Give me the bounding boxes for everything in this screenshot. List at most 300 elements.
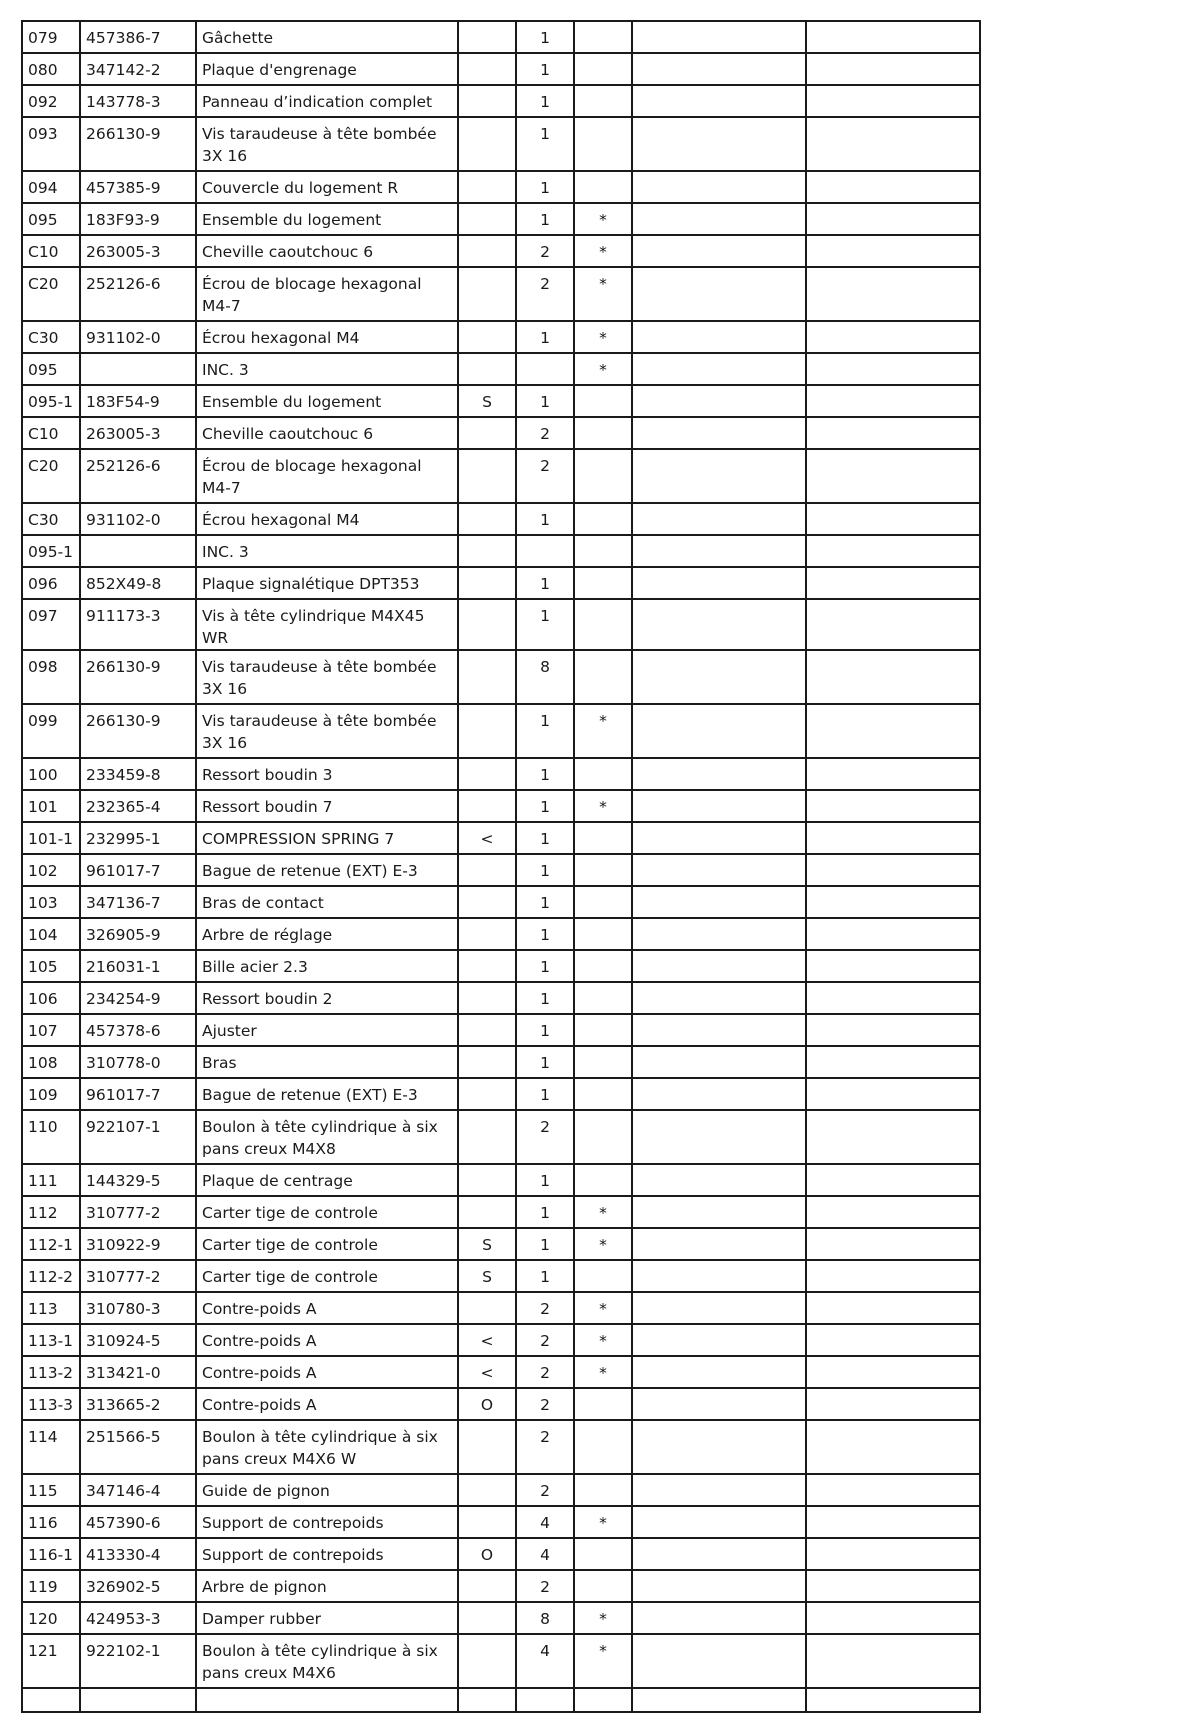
blank-cell (632, 85, 806, 117)
change-code-cell: O (458, 1388, 516, 1420)
table-row (22, 1688, 980, 1712)
table-row (22, 267, 980, 321)
part-number-cell: 457385-9 (80, 171, 196, 203)
part-number-cell: 347136-7 (80, 886, 196, 918)
quantity-cell (516, 535, 574, 567)
part-number-cell: 183F93-9 (80, 203, 196, 235)
note-mark-cell (574, 417, 632, 449)
quantity-cell (516, 1688, 574, 1712)
table-row (22, 1602, 980, 1634)
item-number-cell: 097 (22, 599, 80, 650)
note-mark-cell: * (574, 267, 632, 321)
blank-cell (632, 1324, 806, 1356)
note-mark-cell (574, 982, 632, 1014)
item-number-cell: 095-1 (22, 535, 80, 567)
part-number-cell: 931102-0 (80, 321, 196, 353)
description-cell: Arbre de réglage (196, 918, 458, 950)
table-row (22, 235, 980, 267)
quantity-cell: 1 (516, 171, 574, 203)
quantity-cell: 1 (516, 599, 574, 650)
note-mark-cell (574, 1420, 632, 1474)
table-row (22, 353, 980, 385)
note-mark-cell: * (574, 790, 632, 822)
blank-cell (632, 1356, 806, 1388)
table-row (22, 758, 980, 790)
quantity-cell: 2 (516, 1420, 574, 1474)
quantity-cell: 1 (516, 1260, 574, 1292)
blank-cell (632, 1474, 806, 1506)
description-cell: Support de contrepoids (196, 1538, 458, 1570)
note-mark-cell (574, 758, 632, 790)
quantity-cell: 1 (516, 790, 574, 822)
description-cell: Ressort boudin 7 (196, 790, 458, 822)
blank-cell (632, 704, 806, 758)
note-mark-cell: * (574, 321, 632, 353)
description-cell: Vis taraudeuse à tête bombée 3X 16 (196, 650, 458, 704)
item-number-cell: 114 (22, 1420, 80, 1474)
quantity-cell: 1 (516, 1164, 574, 1196)
description-cell: Écrou hexagonal M4 (196, 503, 458, 535)
blank-cell (806, 503, 980, 535)
item-number-cell: 099 (22, 704, 80, 758)
item-number-cell: 111 (22, 1164, 80, 1196)
item-number-cell: 095 (22, 353, 80, 385)
parts-list-body (22, 21, 980, 1712)
table-row (22, 704, 980, 758)
quantity-cell: 1 (516, 85, 574, 117)
quantity-cell: 2 (516, 235, 574, 267)
blank-cell (806, 1506, 980, 1538)
note-mark-cell (574, 567, 632, 599)
quantity-cell: 4 (516, 1634, 574, 1688)
blank-cell (806, 203, 980, 235)
description-cell: Boulon à tête cylindrique à six pans creux M4X6 (196, 1634, 458, 1688)
quantity-cell: 1 (516, 567, 574, 599)
item-number-cell: 119 (22, 1570, 80, 1602)
change-code-cell (458, 171, 516, 203)
part-number-cell: 326902-5 (80, 1570, 196, 1602)
blank-cell (632, 599, 806, 650)
table-row (22, 449, 980, 503)
change-code-cell (458, 1078, 516, 1110)
note-mark-cell: * (574, 1324, 632, 1356)
quantity-cell: 2 (516, 1474, 574, 1506)
table-row (22, 1228, 980, 1260)
part-number-cell (80, 535, 196, 567)
quantity-cell: 1 (516, 321, 574, 353)
blank-cell (806, 353, 980, 385)
blank-cell (806, 267, 980, 321)
part-number-cell: 266130-9 (80, 650, 196, 704)
description-cell: Contre-poids A (196, 1292, 458, 1324)
note-mark-cell (574, 385, 632, 417)
description-cell: Carter tige de controle (196, 1196, 458, 1228)
item-number-cell: 094 (22, 171, 80, 203)
note-mark-cell (574, 918, 632, 950)
part-number-cell: 457378-6 (80, 1014, 196, 1046)
description-cell: Bras de contact (196, 886, 458, 918)
change-code-cell (458, 950, 516, 982)
table-row (22, 950, 980, 982)
table-row (22, 21, 980, 53)
change-code-cell (458, 267, 516, 321)
blank-cell (806, 1538, 980, 1570)
blank-cell (806, 599, 980, 650)
note-mark-cell (574, 171, 632, 203)
part-number-cell: 233459-8 (80, 758, 196, 790)
part-number-cell: 263005-3 (80, 235, 196, 267)
change-code-cell (458, 1570, 516, 1602)
table-row (22, 918, 980, 950)
blank-cell (632, 758, 806, 790)
item-number-cell: C30 (22, 503, 80, 535)
description-cell: Damper rubber (196, 1602, 458, 1634)
note-mark-cell (574, 950, 632, 982)
quantity-cell (516, 353, 574, 385)
part-number-cell: 310778-0 (80, 1046, 196, 1078)
description-cell: Support de contrepoids (196, 1506, 458, 1538)
change-code-cell: S (458, 385, 516, 417)
blank-cell (632, 1602, 806, 1634)
blank-cell (806, 704, 980, 758)
item-number-cell: 101 (22, 790, 80, 822)
item-number-cell: 107 (22, 1014, 80, 1046)
part-number-cell: 931102-0 (80, 503, 196, 535)
note-mark-cell (574, 1014, 632, 1046)
blank-cell (632, 535, 806, 567)
description-cell: Panneau d’indication complet (196, 85, 458, 117)
item-number-cell: 113-3 (22, 1388, 80, 1420)
quantity-cell: 2 (516, 449, 574, 503)
blank-cell (632, 567, 806, 599)
table-row (22, 1260, 980, 1292)
change-code-cell (458, 117, 516, 171)
quantity-cell: 1 (516, 1078, 574, 1110)
table-row (22, 1078, 980, 1110)
item-number-cell: 095-1 (22, 385, 80, 417)
change-code-cell (458, 353, 516, 385)
item-number-cell: C10 (22, 417, 80, 449)
blank-cell (806, 1324, 980, 1356)
table-row (22, 1196, 980, 1228)
blank-cell (806, 117, 980, 171)
quantity-cell: 8 (516, 650, 574, 704)
description-cell: Couvercle du logement R (196, 171, 458, 203)
item-number-cell: 102 (22, 854, 80, 886)
blank-cell (806, 1634, 980, 1688)
item-number-cell: 079 (22, 21, 80, 53)
blank-cell (632, 203, 806, 235)
quantity-cell: 2 (516, 417, 574, 449)
quantity-cell: 1 (516, 21, 574, 53)
note-mark-cell (574, 449, 632, 503)
part-number-cell: 310777-2 (80, 1196, 196, 1228)
part-number-cell: 251566-5 (80, 1420, 196, 1474)
description-cell: Boulon à tête cylindrique à six pans creux M4X6 W (196, 1420, 458, 1474)
description-cell: Plaque d'engrenage (196, 53, 458, 85)
blank-cell (806, 1474, 980, 1506)
quantity-cell: 1 (516, 385, 574, 417)
blank-cell (632, 1388, 806, 1420)
note-mark-cell (574, 1688, 632, 1712)
blank-cell (632, 950, 806, 982)
blank-cell (806, 85, 980, 117)
change-code-cell (458, 535, 516, 567)
change-code-cell (458, 1634, 516, 1688)
change-code-cell (458, 854, 516, 886)
blank-cell (806, 1046, 980, 1078)
note-mark-cell (574, 53, 632, 85)
part-number-cell: 922102-1 (80, 1634, 196, 1688)
note-mark-cell (574, 1110, 632, 1164)
part-number-cell: 144329-5 (80, 1164, 196, 1196)
blank-cell (632, 503, 806, 535)
note-mark-cell (574, 503, 632, 535)
blank-cell (806, 1356, 980, 1388)
table-row (22, 1420, 980, 1474)
note-mark-cell (574, 21, 632, 53)
quantity-cell: 1 (516, 1228, 574, 1260)
table-row (22, 1014, 980, 1046)
blank-cell (632, 267, 806, 321)
description-cell: Gâchette (196, 21, 458, 53)
item-number-cell: 100 (22, 758, 80, 790)
change-code-cell (458, 886, 516, 918)
note-mark-cell: * (574, 1356, 632, 1388)
table-row (22, 1388, 980, 1420)
part-number-cell: 424953-3 (80, 1602, 196, 1634)
note-mark-cell (574, 1538, 632, 1570)
part-number-cell: 252126-6 (80, 449, 196, 503)
description-cell: Vis taraudeuse à tête bombée 3X 16 (196, 117, 458, 171)
part-number-cell: 232365-4 (80, 790, 196, 822)
blank-cell (806, 1292, 980, 1324)
quantity-cell: 2 (516, 1356, 574, 1388)
part-number-cell: 911173-3 (80, 599, 196, 650)
description-cell: Plaque de centrage (196, 1164, 458, 1196)
part-number-cell: 347146-4 (80, 1474, 196, 1506)
change-code-cell: S (458, 1260, 516, 1292)
description-cell: Bille acier 2.3 (196, 950, 458, 982)
change-code-cell (458, 1602, 516, 1634)
note-mark-cell (574, 1260, 632, 1292)
quantity-cell: 4 (516, 1538, 574, 1570)
description-cell: Contre-poids A (196, 1324, 458, 1356)
blank-cell (632, 1110, 806, 1164)
table-row (22, 599, 980, 650)
note-mark-cell (574, 886, 632, 918)
blank-cell (632, 1570, 806, 1602)
change-code-cell (458, 567, 516, 599)
note-mark-cell: * (574, 1292, 632, 1324)
blank-cell (806, 854, 980, 886)
description-cell: Bague de retenue (EXT) E-3 (196, 854, 458, 886)
blank-cell (632, 790, 806, 822)
item-number-cell: 115 (22, 1474, 80, 1506)
item-number-cell: 112-1 (22, 1228, 80, 1260)
description-cell: Écrou hexagonal M4 (196, 321, 458, 353)
change-code-cell (458, 53, 516, 85)
change-code-cell (458, 1474, 516, 1506)
change-code-cell (458, 790, 516, 822)
item-number-cell: 109 (22, 1078, 80, 1110)
part-number-cell: 232995-1 (80, 822, 196, 854)
blank-cell (632, 854, 806, 886)
blank-cell (806, 1688, 980, 1712)
blank-cell (806, 171, 980, 203)
table-row (22, 1506, 980, 1538)
quantity-cell: 4 (516, 1506, 574, 1538)
quantity-cell: 1 (516, 1196, 574, 1228)
quantity-cell: 1 (516, 1046, 574, 1078)
quantity-cell: 1 (516, 822, 574, 854)
note-mark-cell: * (574, 203, 632, 235)
note-mark-cell: * (574, 1506, 632, 1538)
table-row (22, 1110, 980, 1164)
blank-cell (806, 1078, 980, 1110)
description-cell: Contre-poids A (196, 1388, 458, 1420)
description-cell: Écrou de blocage hexagonal M4-7 (196, 449, 458, 503)
blank-cell (806, 1110, 980, 1164)
part-number-cell: 310780-3 (80, 1292, 196, 1324)
description-cell: Boulon à tête cylindrique à six pans creux M4X8 (196, 1110, 458, 1164)
part-number-cell: 961017-7 (80, 1078, 196, 1110)
table-row (22, 1570, 980, 1602)
table-row (22, 1634, 980, 1688)
change-code-cell (458, 758, 516, 790)
part-number-cell: 313421-0 (80, 1356, 196, 1388)
table-row (22, 1046, 980, 1078)
blank-cell (806, 982, 980, 1014)
quantity-cell: 1 (516, 203, 574, 235)
part-number-cell: 310924-5 (80, 1324, 196, 1356)
blank-cell (806, 1260, 980, 1292)
quantity-cell: 2 (516, 1292, 574, 1324)
item-number-cell: 095 (22, 203, 80, 235)
note-mark-cell (574, 1164, 632, 1196)
part-number-cell: 922107-1 (80, 1110, 196, 1164)
blank-cell (632, 1292, 806, 1324)
blank-cell (806, 1420, 980, 1474)
blank-cell (806, 790, 980, 822)
blank-cell (632, 353, 806, 385)
part-number-cell: 310922-9 (80, 1228, 196, 1260)
change-code-cell: S (458, 1228, 516, 1260)
description-cell: Vis à tête cylindrique M4X45 WR (196, 599, 458, 650)
item-number-cell: C10 (22, 235, 80, 267)
change-code-cell (458, 321, 516, 353)
blank-cell (632, 1506, 806, 1538)
blank-cell (632, 321, 806, 353)
description-cell: Vis taraudeuse à tête bombée 3X 16 (196, 704, 458, 758)
table-row (22, 567, 980, 599)
description-cell: Bras (196, 1046, 458, 1078)
blank-cell (806, 321, 980, 353)
blank-cell (806, 417, 980, 449)
part-number-cell (80, 353, 196, 385)
quantity-cell: 1 (516, 503, 574, 535)
blank-cell (806, 21, 980, 53)
blank-cell (806, 758, 980, 790)
item-number-cell: C20 (22, 449, 80, 503)
change-code-cell (458, 1196, 516, 1228)
part-number-cell: 234254-9 (80, 982, 196, 1014)
change-code-cell (458, 1506, 516, 1538)
description-cell: Cheville caoutchouc 6 (196, 235, 458, 267)
table-row (22, 1164, 980, 1196)
item-number-cell: 098 (22, 650, 80, 704)
blank-cell (632, 21, 806, 53)
part-number-cell: 457386-7 (80, 21, 196, 53)
change-code-cell (458, 235, 516, 267)
part-number-cell: 852X49-8 (80, 567, 196, 599)
note-mark-cell (574, 117, 632, 171)
description-cell: Ressort boudin 3 (196, 758, 458, 790)
table-row (22, 385, 980, 417)
item-number-cell: 110 (22, 1110, 80, 1164)
blank-cell (632, 1046, 806, 1078)
change-code-cell: < (458, 1324, 516, 1356)
note-mark-cell: * (574, 235, 632, 267)
change-code-cell (458, 449, 516, 503)
table-row (22, 650, 980, 704)
item-number-cell: 104 (22, 918, 80, 950)
table-row (22, 203, 980, 235)
quantity-cell: 1 (516, 53, 574, 85)
description-cell: Plaque signalétique DPT353 (196, 567, 458, 599)
blank-cell (806, 1570, 980, 1602)
description-cell: Ressort boudin 2 (196, 982, 458, 1014)
quantity-cell: 1 (516, 886, 574, 918)
blank-cell (806, 535, 980, 567)
description-cell: Ajuster (196, 1014, 458, 1046)
change-code-cell: O (458, 1538, 516, 1570)
table-row (22, 1324, 980, 1356)
quantity-cell: 2 (516, 1388, 574, 1420)
change-code-cell (458, 650, 516, 704)
blank-cell (806, 449, 980, 503)
change-code-cell (458, 1688, 516, 1712)
blank-cell (632, 449, 806, 503)
change-code-cell (458, 503, 516, 535)
note-mark-cell (574, 535, 632, 567)
part-number-cell: 413330-4 (80, 1538, 196, 1570)
description-cell: Cheville caoutchouc 6 (196, 417, 458, 449)
blank-cell (806, 650, 980, 704)
description-cell: Ensemble du logement (196, 385, 458, 417)
blank-cell (632, 650, 806, 704)
change-code-cell: < (458, 822, 516, 854)
note-mark-cell (574, 1078, 632, 1110)
description-cell: INC. 3 (196, 353, 458, 385)
table-row (22, 503, 980, 535)
blank-cell (632, 886, 806, 918)
item-number-cell: 093 (22, 117, 80, 171)
blank-cell (632, 1538, 806, 1570)
description-cell: Ensemble du logement (196, 203, 458, 235)
change-code-cell (458, 918, 516, 950)
description-cell: Carter tige de controle (196, 1228, 458, 1260)
blank-cell (632, 171, 806, 203)
change-code-cell (458, 982, 516, 1014)
part-number-cell: 326905-9 (80, 918, 196, 950)
table-row (22, 886, 980, 918)
quantity-cell: 1 (516, 854, 574, 886)
blank-cell (632, 385, 806, 417)
blank-cell (806, 235, 980, 267)
quantity-cell: 8 (516, 1602, 574, 1634)
table-row (22, 321, 980, 353)
